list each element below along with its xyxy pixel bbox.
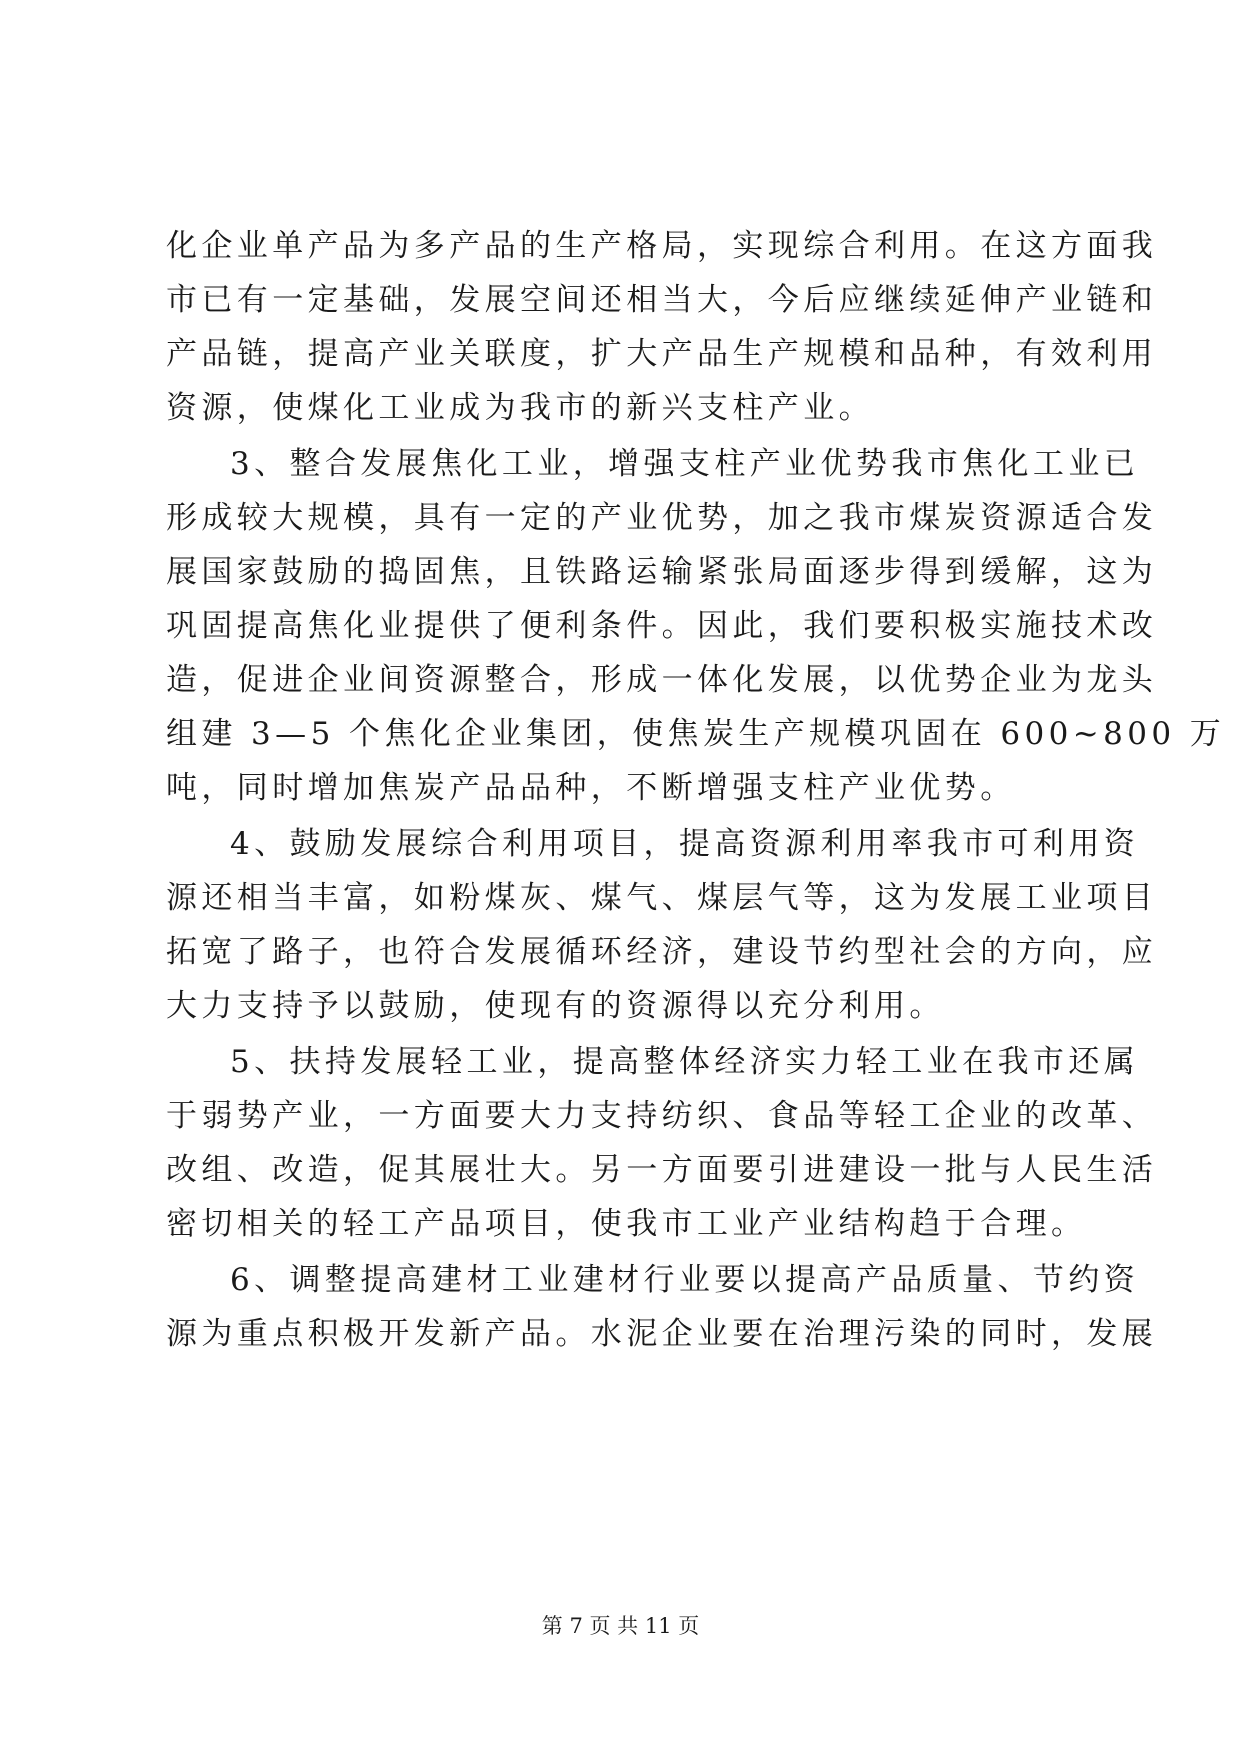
text-line: 密切相关的轻工产品项目，使我市工业产业结构趋于合理。 bbox=[166, 1206, 1087, 1242]
text-line: 4、鼓励发展综合利用项目，提高资源利用率我市可利用资 bbox=[230, 826, 1140, 862]
text-line: 吨，同时增加焦炭产品品种，不断增强支柱产业优势。 bbox=[166, 770, 1016, 806]
text-line: 产品链，提高产业关联度，扩大产品生产规模和品种，有效利用 bbox=[166, 336, 1158, 372]
text-line: 形成较大规模，具有一定的产业优势，加之我市煤炭资源适合发 bbox=[166, 500, 1158, 536]
text-line: 造，促进企业间资源整合，形成一体化发展，以优势企业为龙头 bbox=[166, 662, 1158, 698]
text-line: 巩固提高焦化业提供了便利条件。因此，我们要积极实施技术改 bbox=[166, 608, 1158, 644]
text-line: 大力支持予以鼓励，使现有的资源得以充分利用。 bbox=[166, 988, 945, 1024]
text-line: 源为重点积极开发新产品。水泥企业要在治理污染的同时，发展 bbox=[166, 1316, 1158, 1352]
text-line: 组建 3—5 个焦化企业集团，使焦炭生产规模巩固在 600~800 万 bbox=[166, 716, 1226, 752]
text-line: 市已有一定基础，发展空间还相当大，今后应继续延伸产业链和 bbox=[166, 282, 1158, 318]
text-line: 于弱势产业，一方面要大力支持纺织、食品等轻工企业的改革、 bbox=[166, 1098, 1158, 1134]
text-line: 资源，使煤化工业成为我市的新兴支柱产业。 bbox=[166, 390, 874, 426]
text-line: 化企业单产品为多产品的生产格局，实现综合利用。在这方面我 bbox=[166, 228, 1158, 264]
text-line: 拓宽了路子，也符合发展循环经济，建设节约型社会的方向，应 bbox=[166, 934, 1158, 970]
text-line: 5、扶持发展轻工业，提高整体经济实力轻工业在我市还属 bbox=[230, 1044, 1140, 1080]
text-line: 6、调整提高建材工业建材行业要以提高产品质量、节约资 bbox=[230, 1262, 1140, 1298]
page-number-footer: 第 7 页 共 11 页 bbox=[541, 1614, 700, 1638]
text-line: 展国家鼓励的捣固焦，且铁路运输紧张局面逐步得到缓解，这为 bbox=[166, 554, 1158, 590]
text-line: 3、整合发展焦化工业，增强支柱产业优势我市焦化工业已 bbox=[230, 446, 1140, 482]
text-line: 改组、改造，促其展壮大。另一方面要引进建设一批与人民生活 bbox=[166, 1152, 1158, 1188]
text-line: 源还相当丰富，如粉煤灰、煤气、煤层气等，这为发展工业项目 bbox=[166, 880, 1158, 916]
